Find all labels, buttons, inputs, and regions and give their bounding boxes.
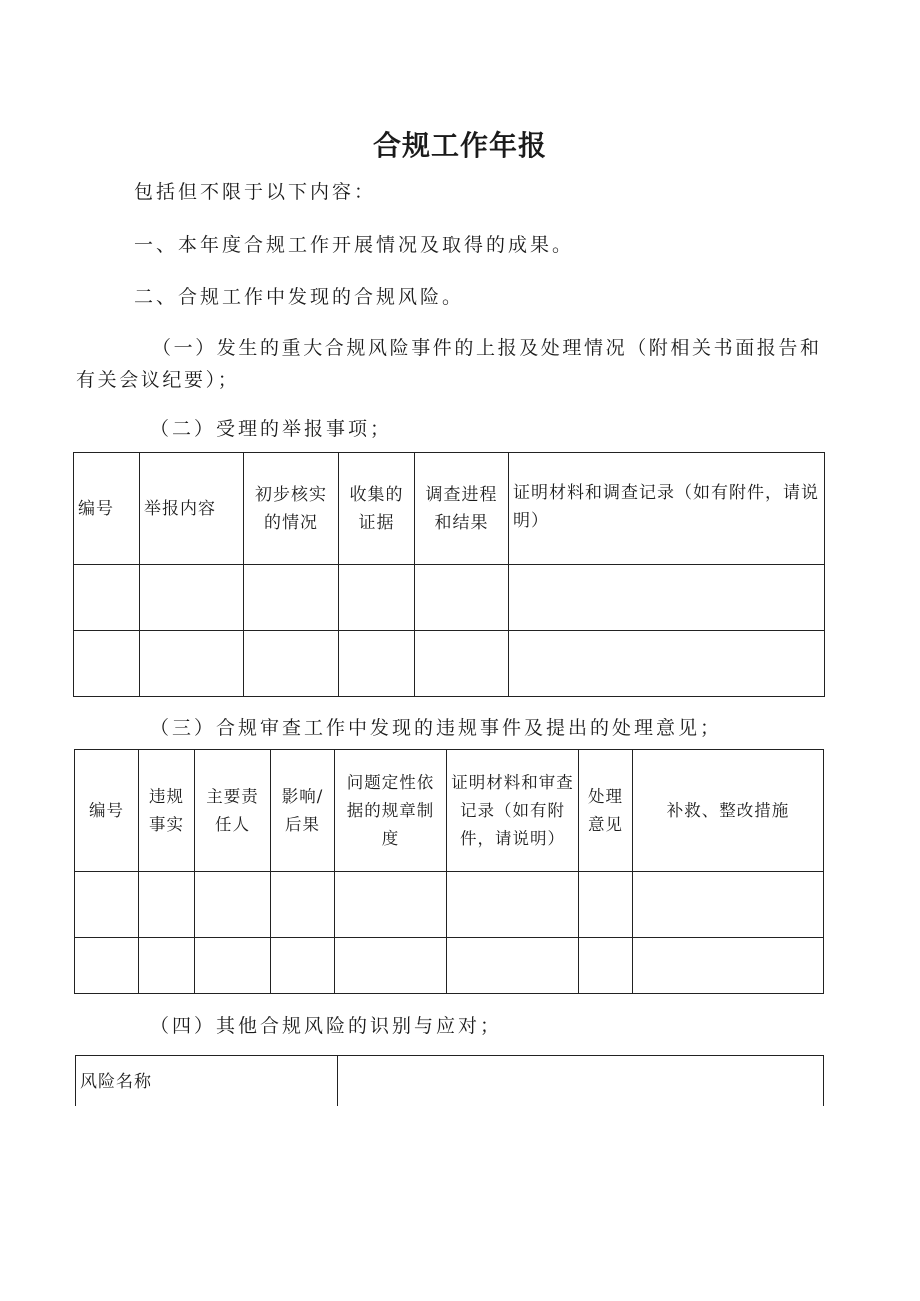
header-cell: 调查进程和结果	[415, 453, 509, 565]
table-cell[interactable]	[633, 872, 824, 938]
table-header-row	[75, 750, 824, 872]
header-cell: 主要责任人	[195, 750, 271, 872]
table-cell[interactable]	[244, 631, 339, 697]
table-cell[interactable]	[339, 631, 415, 697]
table-cell[interactable]	[140, 631, 244, 697]
table-cell[interactable]	[339, 565, 415, 631]
table-cell[interactable]	[579, 872, 633, 938]
header-cell: 编号	[75, 750, 139, 872]
table-cell[interactable]	[139, 938, 195, 994]
table-cell[interactable]	[447, 872, 579, 938]
item-3-text: （三）合规审查工作中发现的违规事件及提出的处理意见；	[150, 717, 723, 739]
risk-name-value[interactable]	[338, 1056, 824, 1106]
report-table	[73, 452, 825, 697]
page-title: 合规工作年报	[372, 129, 547, 162]
table-row	[74, 565, 825, 631]
header-cell: 影响/后果	[271, 750, 335, 872]
table-row	[75, 872, 824, 938]
header-cell: 处理意见	[579, 750, 633, 872]
table-cell[interactable]	[140, 565, 244, 631]
header-cell: 收集的证据	[339, 453, 415, 565]
header-cell: 证明材料和调查记录（如有附件，请说明）	[509, 453, 825, 565]
table-header-row	[74, 453, 825, 565]
table-cell[interactable]	[335, 938, 447, 994]
risk-name-label: 风险名称	[76, 1056, 338, 1106]
table-cell[interactable]	[415, 631, 509, 697]
table-cell[interactable]	[271, 872, 335, 938]
table-cell[interactable]	[75, 938, 139, 994]
header-cell: 举报内容	[140, 453, 244, 565]
item-4-text: （四）其他合规风险的识别与应对；	[150, 1015, 503, 1037]
table-cell[interactable]	[271, 938, 335, 994]
item-1-text: （一）发生的重大合规风险事件的上报及处理情况（附相关书面报告和有关会议纪要）；	[76, 337, 822, 391]
table-cell[interactable]	[74, 631, 140, 697]
table-cell[interactable]	[415, 565, 509, 631]
intro-text: 包括但不限于以下内容：	[134, 181, 377, 203]
table-cell[interactable]	[509, 631, 825, 697]
table-cell[interactable]	[447, 938, 579, 994]
table-cell[interactable]	[633, 938, 824, 994]
table-cell[interactable]	[75, 872, 139, 938]
header-cell: 补救、整改措施	[633, 750, 824, 872]
header-cell: 问题定性依据的规章制度	[335, 750, 447, 872]
risk-table	[75, 1055, 824, 1106]
table-cell[interactable]	[335, 872, 447, 938]
table-cell[interactable]	[579, 938, 633, 994]
table-cell[interactable]	[244, 565, 339, 631]
header-cell: 初步核实的情况	[244, 453, 339, 565]
header-cell: 编号	[74, 453, 140, 565]
violation-table	[74, 749, 824, 994]
table-cell[interactable]	[74, 565, 140, 631]
table-cell[interactable]	[139, 872, 195, 938]
table-row	[74, 631, 825, 697]
header-cell: 证明材料和审查记录（如有附件，请说明）	[447, 750, 579, 872]
header-cell: 违规事实	[139, 750, 195, 872]
table-cell[interactable]	[509, 565, 825, 631]
table-row	[76, 1056, 824, 1106]
table-cell[interactable]	[195, 872, 271, 938]
item-2-text: （二）受理的举报事项；	[150, 418, 393, 440]
section-1-text: 一、本年度合规工作开展情况及取得的成果。	[134, 234, 575, 256]
table-cell[interactable]	[195, 938, 271, 994]
table-row	[75, 938, 824, 994]
section-2-text: 二、合规工作中发现的合规风险。	[134, 286, 465, 308]
